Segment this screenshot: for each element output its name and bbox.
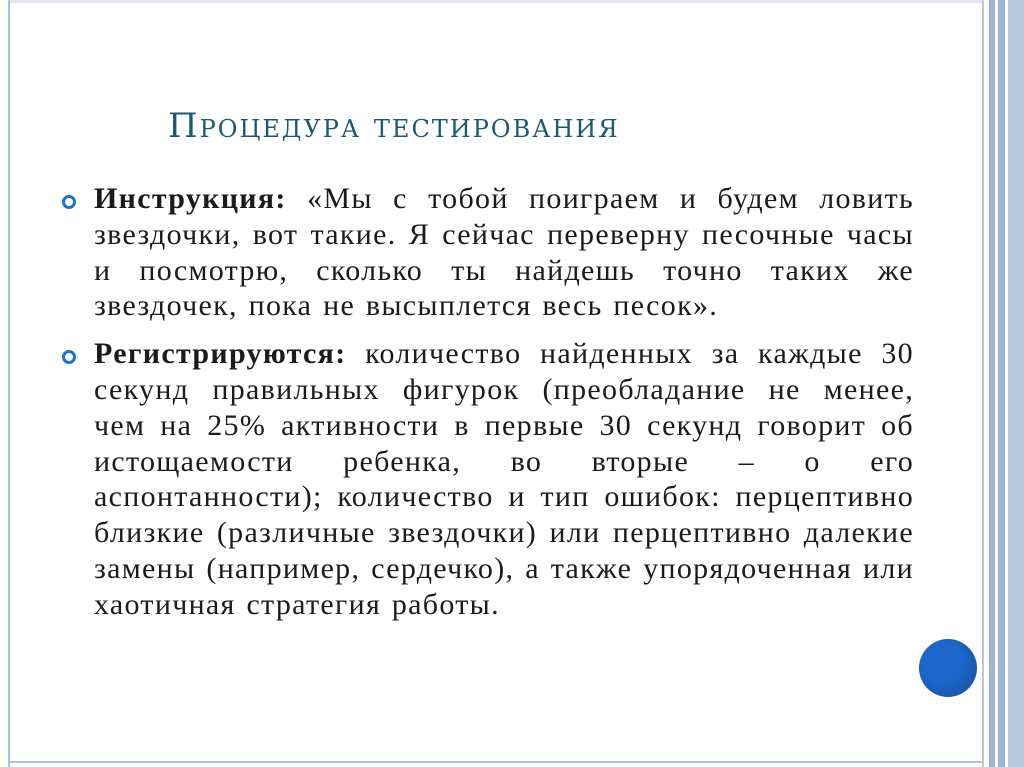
bullet-label: Инструкция: [94, 182, 287, 215]
bullet-paragraph [94, 181, 914, 324]
bullet-text: «Мы с тобой поиграем и будем ловить звездочки, вот такие. Я сейчас переверну песочные часы и посмотрю, сколько ты найдешь точно таких же звездочек, пока не высыплется весь песок». [94, 182, 914, 323]
decorative-right-stripes [982, 0, 1024, 767]
slide-title: Процедура тестирования [168, 106, 620, 146]
slide-frame-bottom [10, 761, 982, 763]
slide-content [62, 181, 914, 623]
bullet-paragraph [94, 336, 914, 622]
bullet-ring-icon [62, 195, 76, 209]
bullet-label: Регистрируются: [94, 337, 347, 371]
slide-frame-top [10, 0, 982, 3]
bullet-ring-icon [62, 350, 76, 364]
slide-frame-left [8, 0, 10, 767]
decorative-circle [919, 639, 977, 697]
bullet-text: количество найденных за каждые 30 секунд правильных фигурок (преобладание не менее, чем на 25% активности в первые 30 секунд говорит об истощаемости ребенка, во вторые – о его аспонтанности); количество и тип ошибок: перцептивно близкие (различные звездочки) или перцептивно далекие замены (например, сердечко), а также упорядоченная или хаотичная стратегия работы. [94, 337, 914, 621]
bullet-item-registered [62, 336, 914, 622]
bullet-item-instruction [62, 181, 914, 324]
